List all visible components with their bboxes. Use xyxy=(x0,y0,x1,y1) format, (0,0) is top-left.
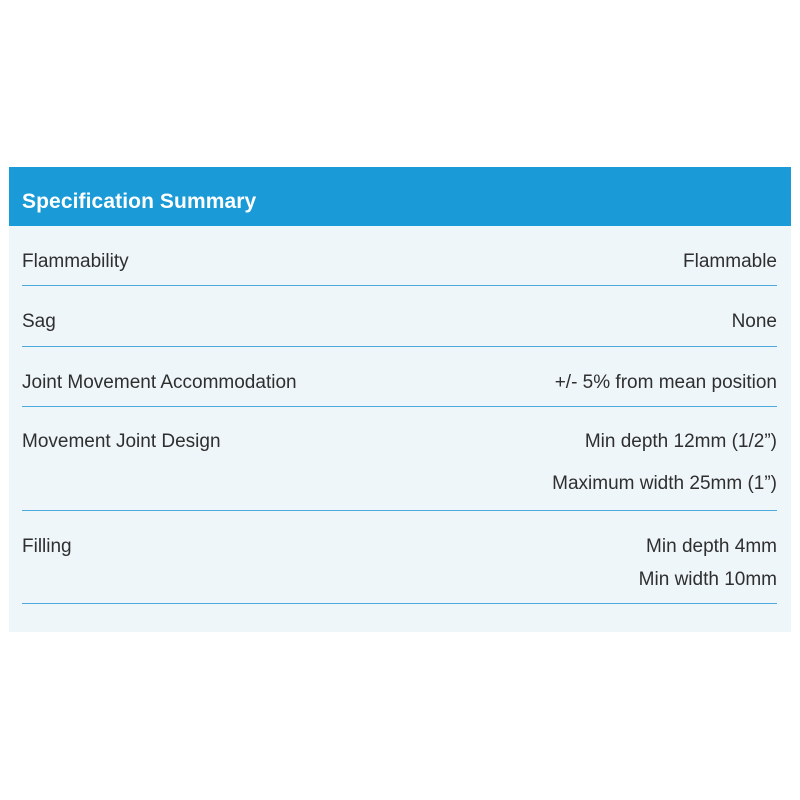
spec-row-movement-joint-design xyxy=(22,407,777,511)
spec-label: Filling xyxy=(22,536,72,557)
spec-value: Min depth 4mm xyxy=(646,536,777,557)
panel-title: Specification Summary xyxy=(22,189,257,213)
spec-value: Min width 10mm xyxy=(638,569,777,590)
spec-value: Flammable xyxy=(683,251,777,272)
spec-label: Movement Joint Design xyxy=(22,431,221,452)
spec-label: Joint Movement Accommodation xyxy=(22,372,297,393)
spec-values xyxy=(552,431,777,495)
spec-label: Sag xyxy=(22,311,56,332)
spec-value: Min depth 12mm (1/2”) xyxy=(584,431,777,452)
spec-row-joint-movement xyxy=(22,347,777,407)
specification-summary-panel xyxy=(9,167,791,632)
spec-values xyxy=(639,536,777,591)
spec-row-flammability xyxy=(22,226,777,286)
specification-table xyxy=(9,226,791,604)
panel-header xyxy=(9,167,791,226)
spec-values xyxy=(555,372,777,394)
spec-value: Maximum width 25mm (1”) xyxy=(552,473,777,494)
spec-value: None xyxy=(731,311,777,332)
spec-row-sag xyxy=(22,286,777,347)
spec-values xyxy=(683,251,777,273)
spec-value: +/- 5% from mean position xyxy=(554,372,777,393)
spec-values xyxy=(732,311,777,333)
spec-label: Flammability xyxy=(22,251,129,272)
spec-row-filling xyxy=(22,511,777,604)
